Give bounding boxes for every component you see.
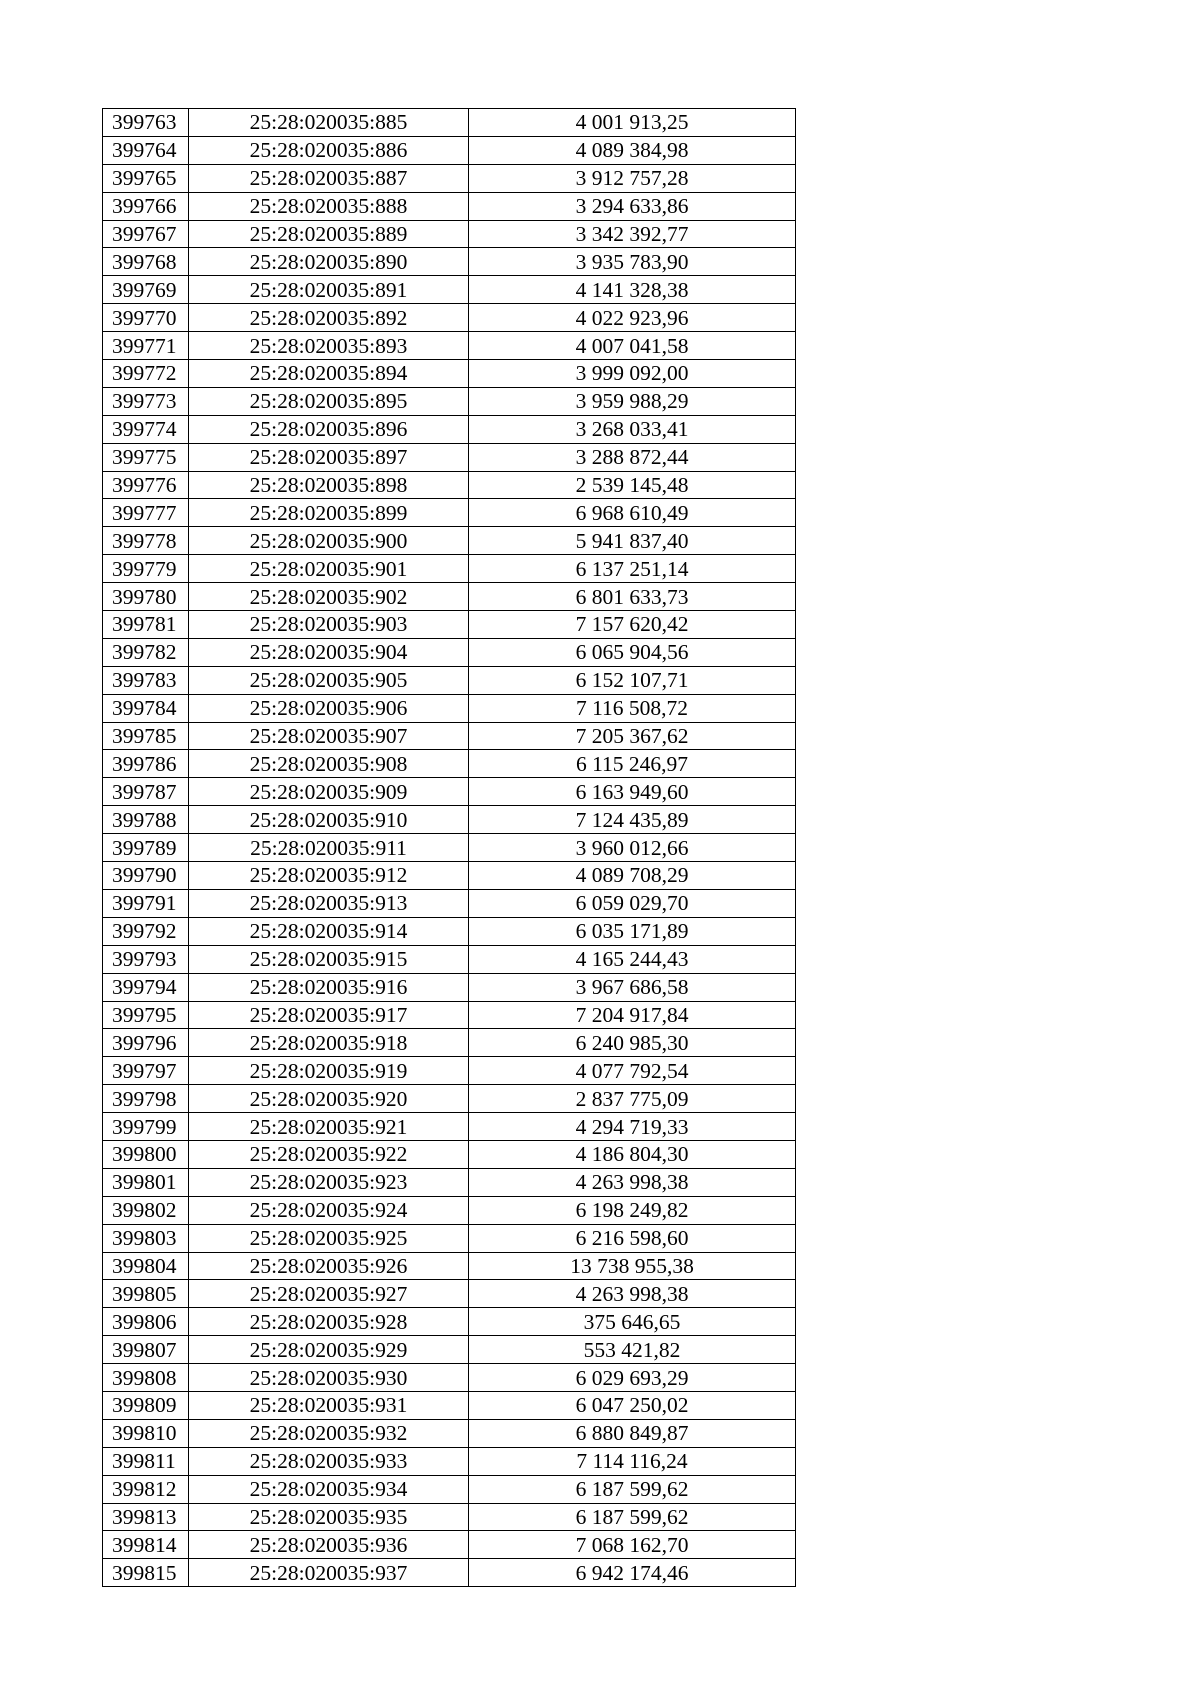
row-number-cell: 399811 bbox=[103, 1447, 189, 1475]
table-row bbox=[103, 722, 796, 750]
row-number-cell: 399805 bbox=[103, 1280, 189, 1308]
row-number-cell: 399785 bbox=[103, 722, 189, 750]
table-row bbox=[103, 136, 796, 164]
row-number-cell: 399782 bbox=[103, 638, 189, 666]
row-number-cell: 399802 bbox=[103, 1196, 189, 1224]
row-number-cell: 399778 bbox=[103, 527, 189, 555]
cadastral-number-cell: 25:28:020035:892 bbox=[189, 304, 469, 332]
row-number-cell: 399771 bbox=[103, 332, 189, 360]
cadastral-number-cell: 25:28:020035:901 bbox=[189, 555, 469, 583]
cadastral-number-cell: 25:28:020035:899 bbox=[189, 499, 469, 527]
row-number-cell: 399790 bbox=[103, 862, 189, 890]
table-row bbox=[103, 806, 796, 834]
table-row bbox=[103, 555, 796, 583]
table-row bbox=[103, 527, 796, 555]
cadastral-number-cell: 25:28:020035:924 bbox=[189, 1196, 469, 1224]
cadastral-value-cell: 3 999 092,00 bbox=[469, 360, 796, 388]
cadastral-number-cell: 25:28:020035:931 bbox=[189, 1391, 469, 1419]
cadastral-number-cell: 25:28:020035:929 bbox=[189, 1336, 469, 1364]
table-row bbox=[103, 1391, 796, 1419]
cadastral-number-cell: 25:28:020035:888 bbox=[189, 192, 469, 220]
cadastral-number-cell: 25:28:020035:919 bbox=[189, 1057, 469, 1085]
cadastral-value-cell: 4 089 384,98 bbox=[469, 136, 796, 164]
row-number-cell: 399767 bbox=[103, 220, 189, 248]
row-number-cell: 399788 bbox=[103, 806, 189, 834]
cadastral-value-cell: 4 007 041,58 bbox=[469, 332, 796, 360]
cadastral-value-cell: 553 421,82 bbox=[469, 1336, 796, 1364]
cadastral-value-cell: 6 059 029,70 bbox=[469, 889, 796, 917]
cadastral-value-cell: 2 837 775,09 bbox=[469, 1085, 796, 1113]
cadastral-number-cell: 25:28:020035:909 bbox=[189, 778, 469, 806]
table-row bbox=[103, 778, 796, 806]
row-number-cell: 399770 bbox=[103, 304, 189, 332]
table-row bbox=[103, 583, 796, 611]
table-row bbox=[103, 360, 796, 388]
row-number-cell: 399806 bbox=[103, 1308, 189, 1336]
cadastral-value-cell: 4 294 719,33 bbox=[469, 1113, 796, 1141]
cadastral-value-cell: 2 539 145,48 bbox=[469, 471, 796, 499]
row-number-cell: 399789 bbox=[103, 834, 189, 862]
cadastral-number-cell: 25:28:020035:928 bbox=[189, 1308, 469, 1336]
row-number-cell: 399797 bbox=[103, 1057, 189, 1085]
row-number-cell: 399795 bbox=[103, 1001, 189, 1029]
cadastral-value-cell: 7 114 116,24 bbox=[469, 1447, 796, 1475]
cadastral-number-cell: 25:28:020035:905 bbox=[189, 666, 469, 694]
cadastral-number-cell: 25:28:020035:927 bbox=[189, 1280, 469, 1308]
cadastral-value-cell: 4 001 913,25 bbox=[469, 109, 796, 137]
cadastral-value-cell: 6 187 599,62 bbox=[469, 1475, 796, 1503]
row-number-cell: 399803 bbox=[103, 1224, 189, 1252]
table-row bbox=[103, 638, 796, 666]
cadastral-value-cell: 4 077 792,54 bbox=[469, 1057, 796, 1085]
cadastral-number-cell: 25:28:020035:935 bbox=[189, 1503, 469, 1531]
cadastral-number-cell: 25:28:020035:921 bbox=[189, 1113, 469, 1141]
cadastral-value-cell: 3 960 012,66 bbox=[469, 834, 796, 862]
row-number-cell: 399799 bbox=[103, 1113, 189, 1141]
cadastral-number-cell: 25:28:020035:926 bbox=[189, 1252, 469, 1280]
table-row bbox=[103, 1196, 796, 1224]
cadastral-value-cell: 3 294 633,86 bbox=[469, 192, 796, 220]
cadastral-value-cell: 7 204 917,84 bbox=[469, 1001, 796, 1029]
cadastral-number-cell: 25:28:020035:930 bbox=[189, 1364, 469, 1392]
cadastral-number-cell: 25:28:020035:912 bbox=[189, 862, 469, 890]
row-number-cell: 399776 bbox=[103, 471, 189, 499]
row-number-cell: 399810 bbox=[103, 1419, 189, 1447]
table-row bbox=[103, 276, 796, 304]
cadastral-number-cell: 25:28:020035:886 bbox=[189, 136, 469, 164]
table-row bbox=[103, 945, 796, 973]
table-row bbox=[103, 1531, 796, 1559]
table-row bbox=[103, 750, 796, 778]
row-number-cell: 399763 bbox=[103, 109, 189, 137]
cadastral-number-cell: 25:28:020035:917 bbox=[189, 1001, 469, 1029]
cadastral-number-cell: 25:28:020035:918 bbox=[189, 1029, 469, 1057]
cadastral-number-cell: 25:28:020035:907 bbox=[189, 722, 469, 750]
cadastral-number-cell: 25:28:020035:900 bbox=[189, 527, 469, 555]
row-number-cell: 399779 bbox=[103, 555, 189, 583]
table-row bbox=[103, 1113, 796, 1141]
cadastral-value-cell: 6 115 246,97 bbox=[469, 750, 796, 778]
cadastral-value-cell: 4 165 244,43 bbox=[469, 945, 796, 973]
cadastral-number-cell: 25:28:020035:936 bbox=[189, 1531, 469, 1559]
table-row bbox=[103, 834, 796, 862]
table-row bbox=[103, 387, 796, 415]
cadastral-value-cell: 6 187 599,62 bbox=[469, 1503, 796, 1531]
cadastral-value-cell: 6 035 171,89 bbox=[469, 917, 796, 945]
cadastral-value-cell: 6 198 249,82 bbox=[469, 1196, 796, 1224]
cadastral-number-cell: 25:28:020035:913 bbox=[189, 889, 469, 917]
row-number-cell: 399807 bbox=[103, 1336, 189, 1364]
cadastral-number-cell: 25:28:020035:895 bbox=[189, 387, 469, 415]
table-row bbox=[103, 1559, 796, 1587]
row-number-cell: 399781 bbox=[103, 611, 189, 639]
cadastral-value-cell: 7 124 435,89 bbox=[469, 806, 796, 834]
cadastral-value-cell: 6 968 610,49 bbox=[469, 499, 796, 527]
table-row bbox=[103, 304, 796, 332]
cadastral-value-cell: 3 935 783,90 bbox=[469, 248, 796, 276]
row-number-cell: 399801 bbox=[103, 1168, 189, 1196]
row-number-cell: 399765 bbox=[103, 164, 189, 192]
table-row bbox=[103, 973, 796, 1001]
cadastral-number-cell: 25:28:020035:893 bbox=[189, 332, 469, 360]
cadastral-number-cell: 25:28:020035:922 bbox=[189, 1140, 469, 1168]
row-number-cell: 399793 bbox=[103, 945, 189, 973]
table-row bbox=[103, 471, 796, 499]
table-row bbox=[103, 1364, 796, 1392]
cadastral-value-cell: 3 288 872,44 bbox=[469, 443, 796, 471]
table-row bbox=[103, 1140, 796, 1168]
cadastral-number-cell: 25:28:020035:934 bbox=[189, 1475, 469, 1503]
table-row bbox=[103, 1252, 796, 1280]
row-number-cell: 399764 bbox=[103, 136, 189, 164]
table-row bbox=[103, 1057, 796, 1085]
cadastral-number-cell: 25:28:020035:906 bbox=[189, 694, 469, 722]
table-row bbox=[103, 332, 796, 360]
cadastral-number-cell: 25:28:020035:890 bbox=[189, 248, 469, 276]
cadastral-number-cell: 25:28:020035:902 bbox=[189, 583, 469, 611]
cadastral-value-cell: 4 263 998,38 bbox=[469, 1168, 796, 1196]
table-row bbox=[103, 220, 796, 248]
row-number-cell: 399783 bbox=[103, 666, 189, 694]
row-number-cell: 399796 bbox=[103, 1029, 189, 1057]
cadastral-value-cell: 6 240 985,30 bbox=[469, 1029, 796, 1057]
cadastral-value-cell: 6 137 251,14 bbox=[469, 555, 796, 583]
table-row bbox=[103, 1308, 796, 1336]
table-row bbox=[103, 611, 796, 639]
row-number-cell: 399812 bbox=[103, 1475, 189, 1503]
cadastral-value-cell: 375 646,65 bbox=[469, 1308, 796, 1336]
row-number-cell: 399777 bbox=[103, 499, 189, 527]
cadastral-value-cell: 6 065 904,56 bbox=[469, 638, 796, 666]
cadastral-value-cell: 6 942 174,46 bbox=[469, 1559, 796, 1587]
cadastral-number-cell: 25:28:020035:889 bbox=[189, 220, 469, 248]
table-row bbox=[103, 1419, 796, 1447]
cadastral-value-cell: 13 738 955,38 bbox=[469, 1252, 796, 1280]
table-row bbox=[103, 1336, 796, 1364]
cadastral-value-cell: 4 141 328,38 bbox=[469, 276, 796, 304]
table-row bbox=[103, 248, 796, 276]
cadastral-value-cell: 7 205 367,62 bbox=[469, 722, 796, 750]
table-row bbox=[103, 443, 796, 471]
cadastral-number-cell: 25:28:020035:923 bbox=[189, 1168, 469, 1196]
table-row bbox=[103, 1168, 796, 1196]
cadastral-number-cell: 25:28:020035:911 bbox=[189, 834, 469, 862]
table-row bbox=[103, 862, 796, 890]
row-number-cell: 399808 bbox=[103, 1364, 189, 1392]
row-number-cell: 399794 bbox=[103, 973, 189, 1001]
cadastral-value-cell: 7 116 508,72 bbox=[469, 694, 796, 722]
row-number-cell: 399804 bbox=[103, 1252, 189, 1280]
table-row bbox=[103, 889, 796, 917]
table-row bbox=[103, 1280, 796, 1308]
cadastral-number-cell: 25:28:020035:887 bbox=[189, 164, 469, 192]
cadastral-value-cell: 3 959 988,29 bbox=[469, 387, 796, 415]
row-number-cell: 399809 bbox=[103, 1391, 189, 1419]
cadastral-number-cell: 25:28:020035:885 bbox=[189, 109, 469, 137]
cadastral-value-cell: 6 216 598,60 bbox=[469, 1224, 796, 1252]
cadastral-number-cell: 25:28:020035:920 bbox=[189, 1085, 469, 1113]
cadastral-number-cell: 25:28:020035:904 bbox=[189, 638, 469, 666]
cadastral-number-cell: 25:28:020035:910 bbox=[189, 806, 469, 834]
table-row bbox=[103, 1503, 796, 1531]
row-number-cell: 399775 bbox=[103, 443, 189, 471]
cadastral-value-cell: 4 186 804,30 bbox=[469, 1140, 796, 1168]
cadastral-number-cell: 25:28:020035:903 bbox=[189, 611, 469, 639]
table-row bbox=[103, 1029, 796, 1057]
cadastral-value-cell: 7 068 162,70 bbox=[469, 1531, 796, 1559]
cadastral-value-cell: 3 268 033,41 bbox=[469, 415, 796, 443]
cadastral-value-cell: 6 047 250,02 bbox=[469, 1391, 796, 1419]
cadastral-number-cell: 25:28:020035:914 bbox=[189, 917, 469, 945]
row-number-cell: 399814 bbox=[103, 1531, 189, 1559]
table-row bbox=[103, 694, 796, 722]
row-number-cell: 399772 bbox=[103, 360, 189, 388]
row-number-cell: 399786 bbox=[103, 750, 189, 778]
table-row bbox=[103, 917, 796, 945]
row-number-cell: 399815 bbox=[103, 1559, 189, 1587]
table-row bbox=[103, 1085, 796, 1113]
cadastral-value-cell: 6 801 633,73 bbox=[469, 583, 796, 611]
cadastral-value-cell: 6 152 107,71 bbox=[469, 666, 796, 694]
row-number-cell: 399800 bbox=[103, 1140, 189, 1168]
table-row bbox=[103, 1447, 796, 1475]
cadastral-number-cell: 25:28:020035:915 bbox=[189, 945, 469, 973]
row-number-cell: 399787 bbox=[103, 778, 189, 806]
cadastral-number-cell: 25:28:020035:894 bbox=[189, 360, 469, 388]
cadastral-number-cell: 25:28:020035:937 bbox=[189, 1559, 469, 1587]
cadastral-number-cell: 25:28:020035:891 bbox=[189, 276, 469, 304]
table-body bbox=[103, 109, 796, 1587]
row-number-cell: 399798 bbox=[103, 1085, 189, 1113]
table-row bbox=[103, 1224, 796, 1252]
cadastral-number-cell: 25:28:020035:897 bbox=[189, 443, 469, 471]
cadastral-value-cell: 3 967 686,58 bbox=[469, 973, 796, 1001]
cadastral-number-cell: 25:28:020035:925 bbox=[189, 1224, 469, 1252]
cadastral-number-cell: 25:28:020035:896 bbox=[189, 415, 469, 443]
row-number-cell: 399769 bbox=[103, 276, 189, 304]
table-row bbox=[103, 192, 796, 220]
table-row bbox=[103, 415, 796, 443]
cadastral-value-cell: 6 163 949,60 bbox=[469, 778, 796, 806]
row-number-cell: 399773 bbox=[103, 387, 189, 415]
cadastral-value-cell: 6 029 693,29 bbox=[469, 1364, 796, 1392]
cadastral-number-cell: 25:28:020035:933 bbox=[189, 1447, 469, 1475]
cadastral-number-cell: 25:28:020035:898 bbox=[189, 471, 469, 499]
cadastral-value-table bbox=[102, 108, 796, 1587]
cadastral-value-cell: 6 880 849,87 bbox=[469, 1419, 796, 1447]
cadastral-value-cell: 4 089 708,29 bbox=[469, 862, 796, 890]
row-number-cell: 399784 bbox=[103, 694, 189, 722]
row-number-cell: 399766 bbox=[103, 192, 189, 220]
row-number-cell: 399813 bbox=[103, 1503, 189, 1531]
cadastral-value-cell: 5 941 837,40 bbox=[469, 527, 796, 555]
row-number-cell: 399780 bbox=[103, 583, 189, 611]
table-row bbox=[103, 164, 796, 192]
cadastral-value-cell: 7 157 620,42 bbox=[469, 611, 796, 639]
cadastral-number-cell: 25:28:020035:932 bbox=[189, 1419, 469, 1447]
cadastral-value-cell: 4 022 923,96 bbox=[469, 304, 796, 332]
table-row bbox=[103, 1001, 796, 1029]
row-number-cell: 399774 bbox=[103, 415, 189, 443]
row-number-cell: 399792 bbox=[103, 917, 189, 945]
cadastral-number-cell: 25:28:020035:908 bbox=[189, 750, 469, 778]
cadastral-value-cell: 3 912 757,28 bbox=[469, 164, 796, 192]
cadastral-value-cell: 3 342 392,77 bbox=[469, 220, 796, 248]
cadastral-value-cell: 4 263 998,38 bbox=[469, 1280, 796, 1308]
table-row bbox=[103, 109, 796, 137]
table-row bbox=[103, 499, 796, 527]
row-number-cell: 399768 bbox=[103, 248, 189, 276]
table-row bbox=[103, 666, 796, 694]
row-number-cell: 399791 bbox=[103, 889, 189, 917]
table-row bbox=[103, 1475, 796, 1503]
cadastral-number-cell: 25:28:020035:916 bbox=[189, 973, 469, 1001]
